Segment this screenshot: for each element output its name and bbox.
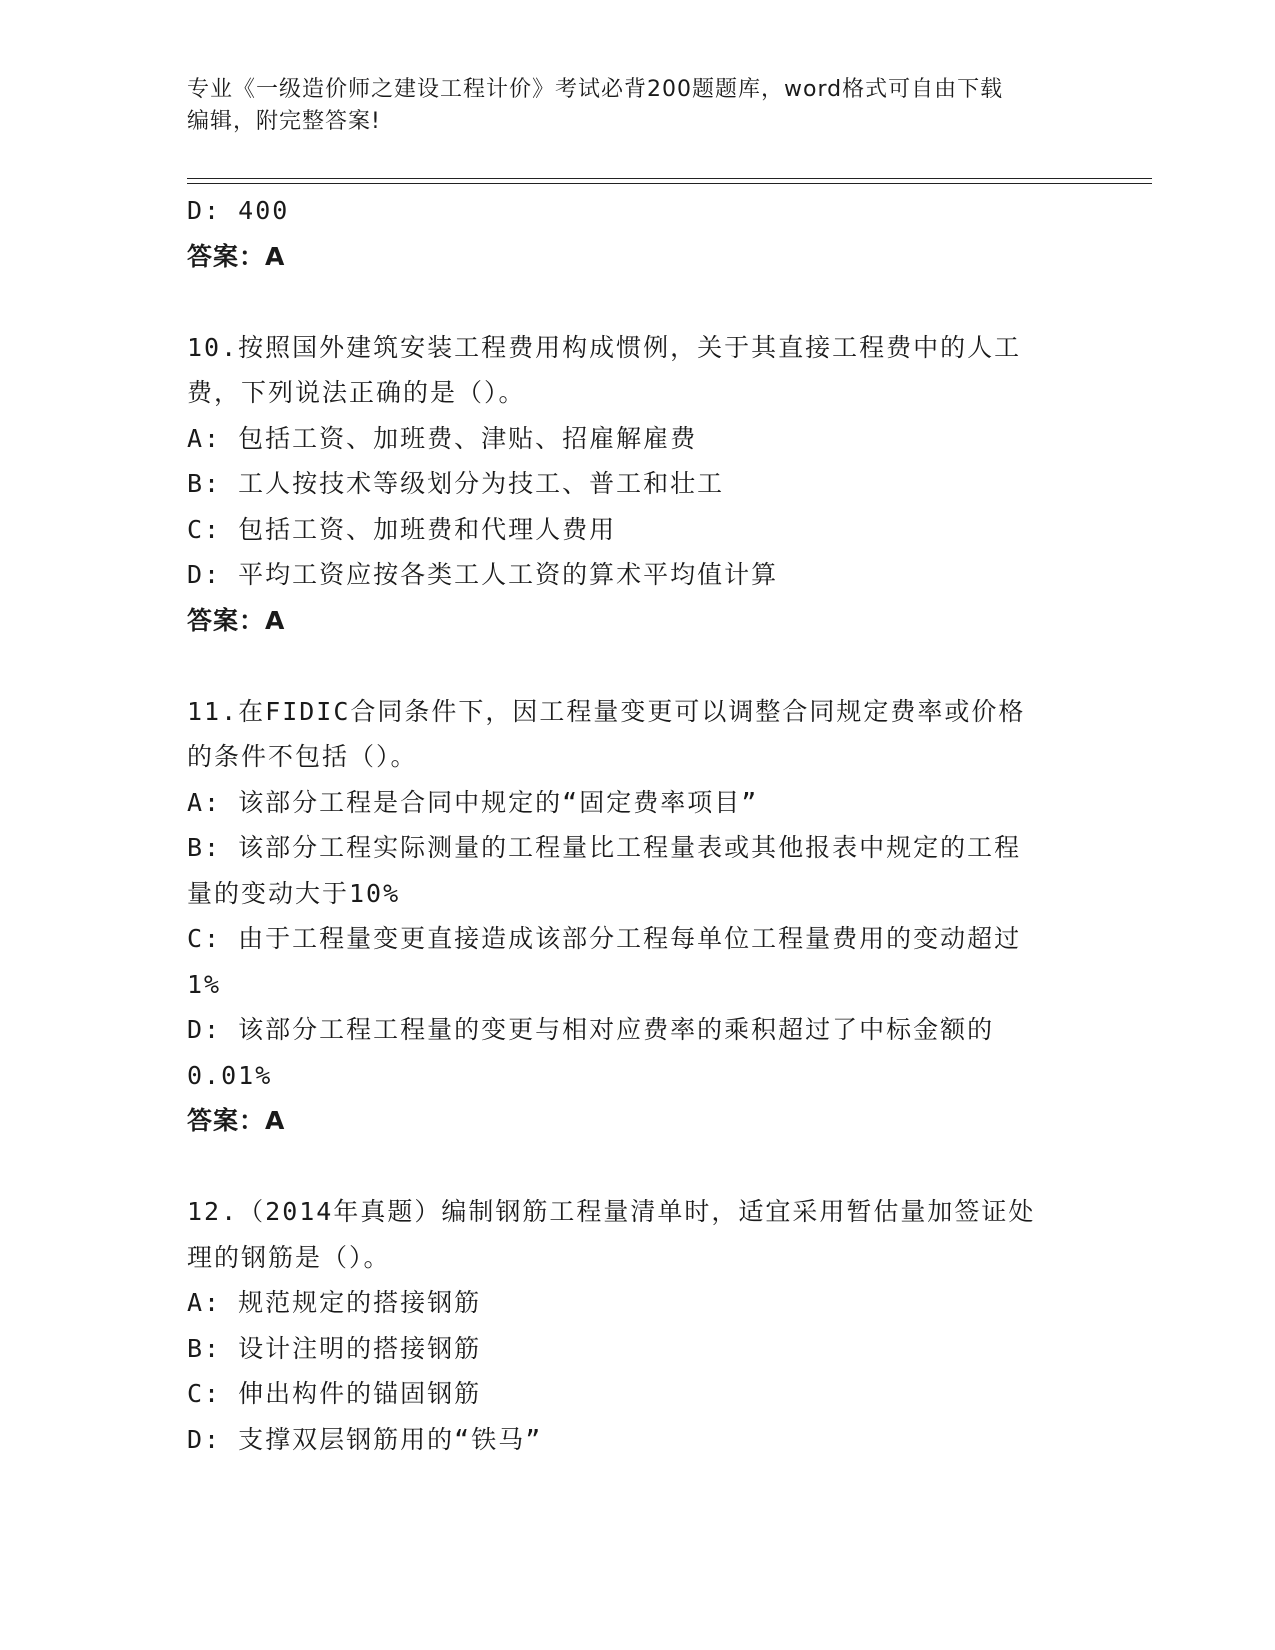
header-title-line-2: 编辑，附完整答案! [187, 109, 381, 134]
q10-stem-line-2: 费，下列说法正确的是（）。 [187, 378, 526, 407]
q11-option-a: A: 该部分工程是合同中规定的“固定费率项目” [187, 787, 759, 817]
question-list [187, 188, 1087, 1462]
q10-option-a: A: 包括工资、加班费、津贴、招雇解雇费 [187, 423, 698, 453]
q10-option-b: B: 工人按技术等级划分为技工、普工和壮工 [187, 469, 725, 498]
q11-answer: 答案：A [187, 1106, 286, 1135]
q11-stem-line-2: 的条件不包括（）。 [187, 742, 418, 771]
prev-answer: 答案：A [187, 241, 286, 271]
q11-option-d-line-2: 0.01% [187, 1060, 273, 1090]
q11-stem-line-1: 11.在FIDIC合同条件下，因工程量变更可以调整合同规定费率或价格 [187, 696, 1026, 726]
prev-option-d: D: 400 [187, 196, 290, 225]
q12-option-c: C: 伸出构件的锚固钢筋 [187, 1379, 482, 1408]
header-title-line-1: 专业《一级造价师之建设工程计价》考试必背200题题库，word格式可自由下载 [187, 77, 1004, 102]
q11-option-b-line-2: 量的变动大于10% [187, 878, 401, 908]
q11-option-d-line-1: D: 该部分工程工程量的变更与相对应费率的乘积超过了中标金额的 [187, 1015, 995, 1044]
q10-stem-line-1: 10.按照国外建筑安装工程费用构成惯例，关于其直接工程费中的人工 [187, 332, 1022, 362]
q12-option-d: D: 支撑双层钢筋用的“铁马” [187, 1424, 543, 1454]
q10-option-d: D: 平均工资应按各类工人工资的算术平均值计算 [187, 560, 779, 589]
q10-answer: 答案：A [187, 605, 286, 635]
q11-option-c-line-2: 1% [187, 969, 222, 999]
q12-stem-line-1: 12.（2014年真题）编制钢筋工程量清单时，适宜采用暂估量加签证处 [187, 1197, 1036, 1226]
q12-option-a: A: 规范规定的搭接钢筋 [187, 1288, 482, 1317]
q12-option-b: B: 设计注明的搭接钢筋 [187, 1333, 482, 1363]
q11-option-c-line-1: C: 由于工程量变更直接造成该部分工程每单位工程量费用的变动超过 [187, 924, 1022, 953]
header-divider-top [187, 178, 1152, 179]
document-header [187, 74, 1087, 138]
q10-option-c: C: 包括工资、加班费和代理人费用 [187, 514, 617, 544]
q12-stem-line-2: 理的钢筋是（）。 [187, 1242, 391, 1272]
header-divider-bottom [187, 183, 1152, 184]
q11-option-b-line-1: B: 该部分工程实际测量的工程量比工程量表或其他报表中规定的工程 [187, 833, 1022, 862]
